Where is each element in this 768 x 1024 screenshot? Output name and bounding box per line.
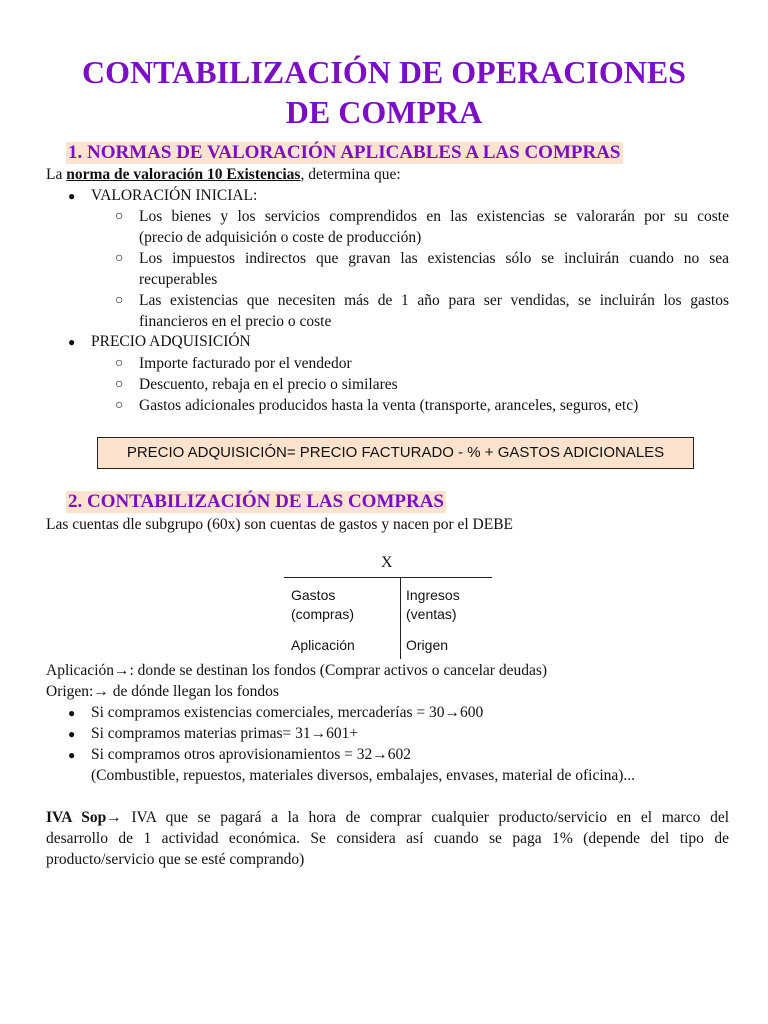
iva-line-2: desarrollo de 1 actividad económica. Se considera así cuando se paga 1% (depende del tipo de — [46, 830, 729, 847]
t-account-vertical-line — [400, 577, 401, 659]
bullet-icon: ● — [68, 748, 76, 762]
circle-bullet-icon: ○ — [115, 398, 124, 413]
iva-line-1 — [46, 807, 729, 828]
iva-line-3: producto/servicio que se esté comprando) — [46, 851, 305, 868]
page-title-line-1: CONTABILIZACIÓN DE OPERACIONES — [82, 54, 686, 90]
bullet-item-1: Si compramos existencias comerciales, mercaderías = 30→600 — [91, 704, 484, 721]
valoracion-item-2-line-1: Los impuestos indirectos que gravan las existencias sólo se incluirán cuando no sea — [139, 250, 729, 267]
t-account-title: X — [381, 554, 393, 571]
section-2-intro: Las cuentas dle subgrupo (60x) son cuentas de gastos y nacen por el DEBE — [46, 516, 514, 533]
precio-item-1: Importe facturado por el vendedor — [139, 355, 352, 372]
t-right-top-1: Ingresos — [406, 587, 460, 603]
precio-label: PRECIO ADQUISICIÓN — [91, 333, 251, 350]
t-account-horizontal-line — [284, 577, 492, 578]
valoracion-item-3-line-1: Las existencias que necesiten más de 1 año para ser vendidas, se incluirán los gastos — [139, 292, 729, 309]
iva-line-1-text: IVA que se pagará a la hora de comprar cualquier producto/servicio en el marco del — [121, 809, 729, 826]
section-2-heading: 2. CONTABILIZACIÓN DE LAS COMPRAS — [68, 491, 445, 512]
section-1-intro — [46, 164, 401, 185]
bullet-item-3: Si compramos otros aprovisionamientos = 32→602 — [91, 746, 412, 763]
valoracion-label: VALORACIÓN INICIAL: — [91, 187, 258, 204]
intro-bold: norma de valoración 10 Existencias — [66, 166, 301, 183]
valoracion-item-3-line-2: financieros en el precio o coste — [139, 313, 332, 330]
t-left-top-1: Gastos — [291, 587, 336, 603]
valoracion-item-1-line-2: (precio de adquisición o coste de producción) — [139, 229, 422, 246]
circle-bullet-icon: ○ — [115, 251, 124, 266]
intro-prefix: La — [46, 166, 67, 183]
bullet-icon: ● — [68, 706, 76, 720]
intro-suffix: , determina que: — [300, 166, 401, 183]
precio-item-2: Descuento, rebaja en el precio o similares — [139, 376, 398, 393]
valoracion-item-2-line-2: recuperables — [139, 271, 218, 288]
circle-bullet-icon: ○ — [115, 293, 124, 308]
bullet-note: (Combustible, repuestos, materiales diversos, embalajes, envases, material de oficina)... — [91, 767, 636, 784]
t-left-top-2: (compras) — [291, 606, 355, 622]
precio-item-3: Gastos adicionales producidos hasta la venta (transporte, aranceles, seguros, etc) — [139, 397, 639, 414]
section-1-heading: 1. NORMAS DE VALORACIÓN APLICABLES A LAS COMPRAS — [68, 142, 621, 163]
circle-bullet-icon: ○ — [115, 209, 124, 224]
bullet-icon: ● — [68, 727, 76, 741]
t-right-top-2: (ventas) — [406, 606, 457, 622]
t-right-bottom: Origen — [406, 637, 449, 653]
page-title-line-2: DE COMPRA — [285, 94, 483, 130]
bullet-item-2: Si compramos materias primas= 31→601+ — [91, 725, 359, 742]
iva-bold: IVA Sop→ — [46, 809, 122, 826]
aplicacion-definition: Aplicación→: donde se destinan los fondos (Comprar activos o cancelar deudas) — [46, 662, 548, 679]
bullet-icon: ● — [68, 335, 76, 349]
valoracion-item-1-line-1: Los bienes y los servicios comprendidos en las existencias se valorarán por su coste — [139, 208, 729, 225]
circle-bullet-icon: ○ — [115, 356, 124, 371]
formula-box: PRECIO ADQUISICIÓN= PRECIO FACTURADO - % + GASTOS ADICIONALES — [97, 437, 694, 469]
origen-definition: Origen:→ de dónde llegan los fondos — [46, 683, 279, 700]
t-left-bottom: Aplicación — [291, 637, 355, 653]
bullet-icon: ● — [68, 189, 76, 203]
circle-bullet-icon: ○ — [115, 377, 124, 392]
